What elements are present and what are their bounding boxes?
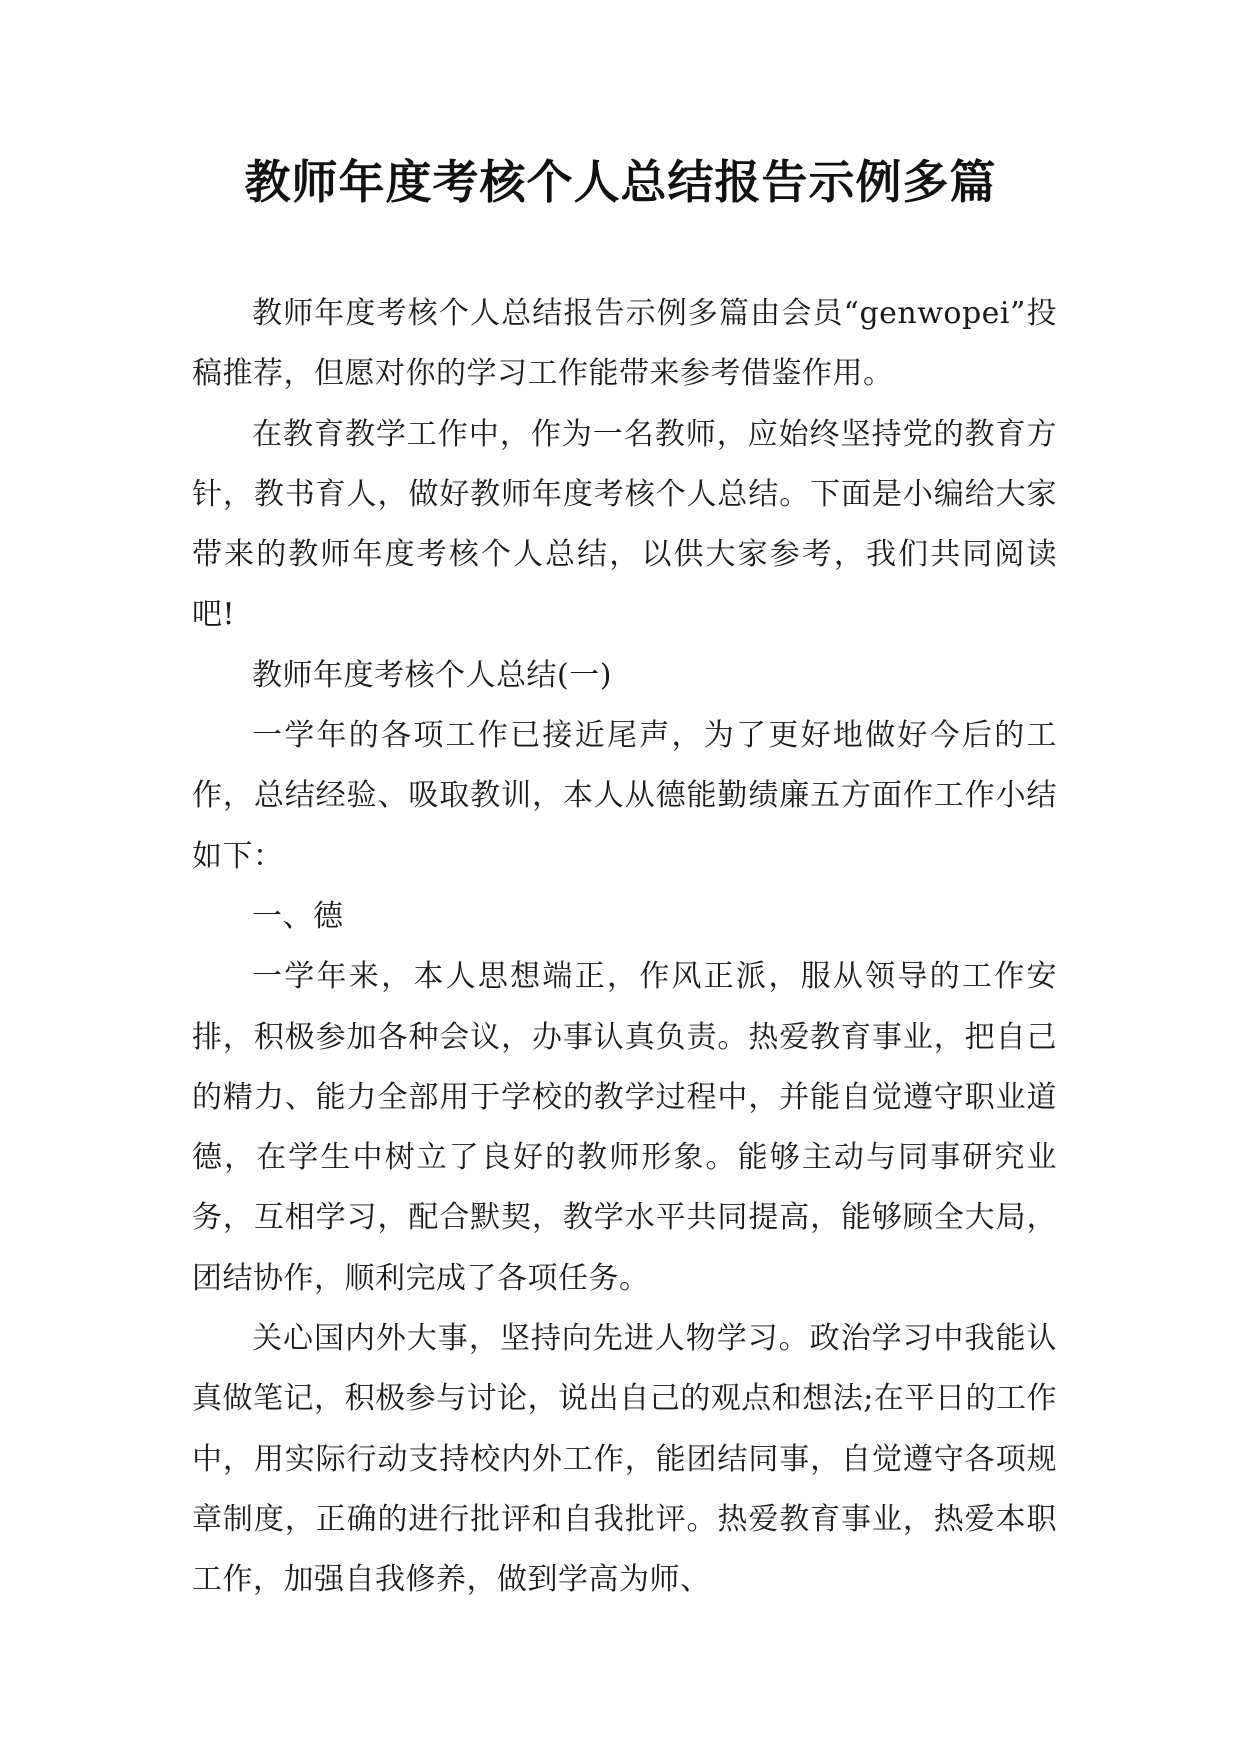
document-title: 教师年度考核个人总结报告示例多篇 <box>244 155 997 209</box>
body-paragraph: 一学年来，本人思想端正，作风正派，服从领导的工作安排，积极参加各种会议，办事认真负责。热爱教育事业，把自己的精力、能力全部用于学校的教学过程中，并能自觉遵守职业道德，在学生中树立了良好的教师形象。能够主动与同事研究业务，互相学习，配合默契，教学水平共同提高，能够顾全大局，团结协作，顺利完成了各项任务。 <box>192 959 1057 1296</box>
preface-paragraph: 在教育教学工作中，作为一名教师，应始终坚持党的教育方针，教书育人，做好教师年度考核个人总结。下面是小编给大家带来的教师年度考核个人总结，以供大家参考，我们共同阅读吧! <box>192 416 1057 633</box>
intro-paragraph: 教师年度考核个人总结报告示例多篇由会员“genwopei”投稿推荐，但愿对你的学习工作能带来参考借鉴作用。 <box>192 296 1057 392</box>
body-paragraph: 一学年的各项工作已接近尾声，为了更好地做好今后的工作，总结经验、吸取教训，本人从德能勤绩廉五方面作工作小结如下： <box>192 718 1057 874</box>
subsection-heading: 一、德 <box>252 898 344 934</box>
section-heading: 教师年度考核个人总结(一) <box>252 657 612 693</box>
body-paragraph: 关心国内外大事，坚持向先进人物学习。政治学习中我能认真做笔记，积极参与讨论，说出自己的观点和想法;在平日的工作中，用实际行动支持校内外工作，能团结同事，自觉遵守各项规章制度，正确的进行批评和自我批评。热爱教育事业，热爱本职工作，加强自我修养，做到学高为师、 <box>192 1321 1057 1598</box>
document-body <box>192 284 1057 1611</box>
